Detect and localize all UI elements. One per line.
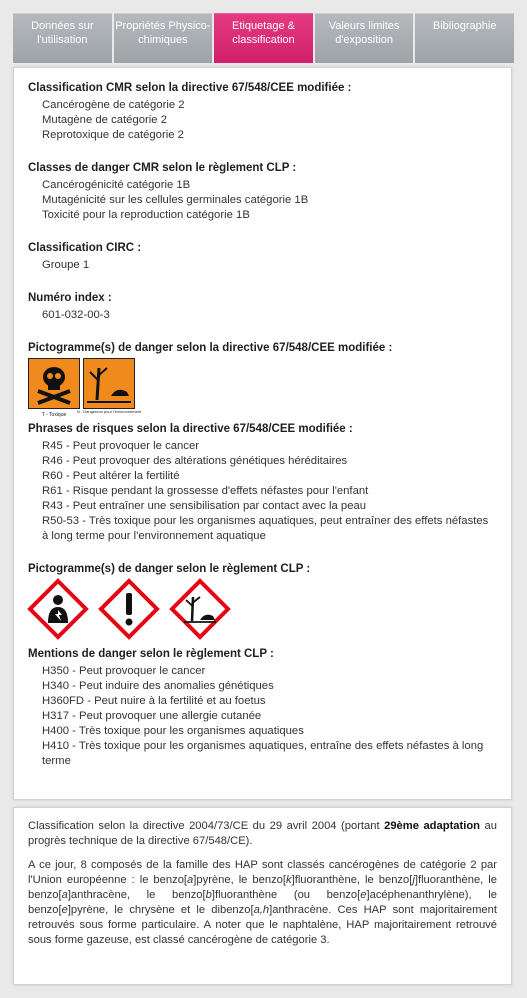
tab-donnees-utilisation[interactable]: Données sur l'utilisation [13, 13, 112, 63]
list-item: Mutagène de catégorie 2 [42, 114, 167, 126]
health-hazard-icon [28, 579, 88, 639]
list-item: Cancérogène de catégorie 2 [42, 99, 185, 111]
list-item: R46 - Peut provoquer des altérations génétiques héréditaires [42, 455, 348, 467]
tab-bibliographie[interactable]: Bibliographie [415, 13, 514, 63]
list-item: R43 - Peut entraîner une sensibilisation par contact avec la peau [42, 500, 367, 512]
section-risk-phrases [28, 422, 497, 544]
list-item: Cancérogénicité catégorie 1B [42, 179, 191, 191]
list-item: R61 - Risque pendant la grossesse d'effets néfastes pour l'enfant [42, 485, 369, 497]
section-title: Numéro index : [28, 292, 112, 304]
list-item: H410 - Très toxique pour les organismes aquatiques, entraîne des effets néfastes à long terme [42, 740, 484, 767]
list-item: R60 - Peut altérer la fertilité [42, 470, 180, 482]
tab-valeurs-limites[interactable]: Valeurs limites d'exposition [315, 13, 414, 63]
tab-etiquetage-classification[interactable]: Etiquetage & classification [214, 13, 313, 63]
list-item: H317 - Peut provoquer une allergie cutanée [42, 710, 262, 722]
section-circ [28, 241, 497, 273]
classification-panel [13, 67, 512, 800]
list-item: Groupe 1 [42, 259, 90, 271]
section-title: Classes de danger CMR selon le règlement CLP : [28, 162, 297, 174]
list-item: H340 - Peut induire des anomalies génétiques [42, 680, 274, 692]
section-title: Mentions de danger selon le règlement CLP : [28, 648, 274, 660]
picto-caption: T - Toxique [41, 412, 67, 418]
list-item: R50-53 - Très toxique pour les organismes aquatiques, peut entraîner des effets néfastes à long terme pour l'environnement aquatique [42, 515, 489, 542]
section-picto-directive [28, 341, 497, 418]
environment-hazard-icon [76, 358, 142, 418]
section-title: Pictogramme(s) de danger selon la directive 67/548/CEE modifiée : [28, 342, 393, 354]
tab-proprietes-physico-chimiques[interactable]: Propriétés Physico-chimiques [114, 13, 213, 63]
section-hazard-statements [28, 647, 497, 769]
section-picto-clp [28, 562, 497, 639]
picto-caption: N - Dangereux pour l'environnement [76, 409, 142, 414]
list-item: Reprotoxique de catégorie 2 [42, 129, 184, 141]
tab-bar [13, 13, 514, 63]
notes-panel [13, 807, 512, 985]
section-numero-index [28, 291, 497, 323]
toxic-skull-icon [28, 358, 80, 418]
note-directive: Classification selon la directive 2004/73/CE du 29 avril 2004 (portant 29ème adaptation au progrès technique de la directive 67/548/CE). [28, 820, 497, 847]
section-title: Classification CIRC : [28, 242, 142, 254]
section-cmr-directive [28, 81, 497, 143]
index-number: 601-032-00-3 [42, 309, 110, 321]
environment-icon [170, 579, 230, 639]
section-title: Phrases de risques selon la directive 67/548/CEE modifiée : [28, 423, 353, 435]
list-item: H360FD - Peut nuire à la fertilité et au foetus [42, 695, 266, 707]
note-hap: A ce jour, 8 composés de la famille des HAP sont classés cancérogènes de catégorie 2 par l'Union européenne : le benzo[a]pyrène, le benzo[k]fluoranthène, le benzo[j]fluoranthène, le benzo[a]anthracène, le benzo[b]fluoranthène (ou benzo[e]acéphenanthrylène), le benzo[e]pyrène, le chrysène et le dibenzo[a,h]anthracène. Ces HAP sont majoritairement retrouvés sous forme particulaire. A noter que le naphtalène, HAP majoritairement retrouvé sous forme gazeuse, est classé cancérogène de catégorie 3. [28, 859, 497, 946]
section-title: Classification CMR selon la directive 67/548/CEE modifiée : [28, 82, 352, 94]
section-title: Pictogramme(s) de danger selon le règlement CLP : [28, 563, 311, 575]
list-item: H350 - Peut provoquer le cancer [42, 665, 206, 677]
list-item: Mutagénicité sur les cellules germinales catégorie 1B [42, 194, 309, 206]
list-item: Toxicité pour la reproduction catégorie 1B [42, 209, 250, 221]
section-cmr-clp [28, 161, 497, 223]
list-item: H400 - Très toxique pour les organismes aquatiques [42, 725, 304, 737]
exclamation-mark-icon [99, 579, 159, 639]
list-item: R45 - Peut provoquer le cancer [42, 440, 199, 452]
